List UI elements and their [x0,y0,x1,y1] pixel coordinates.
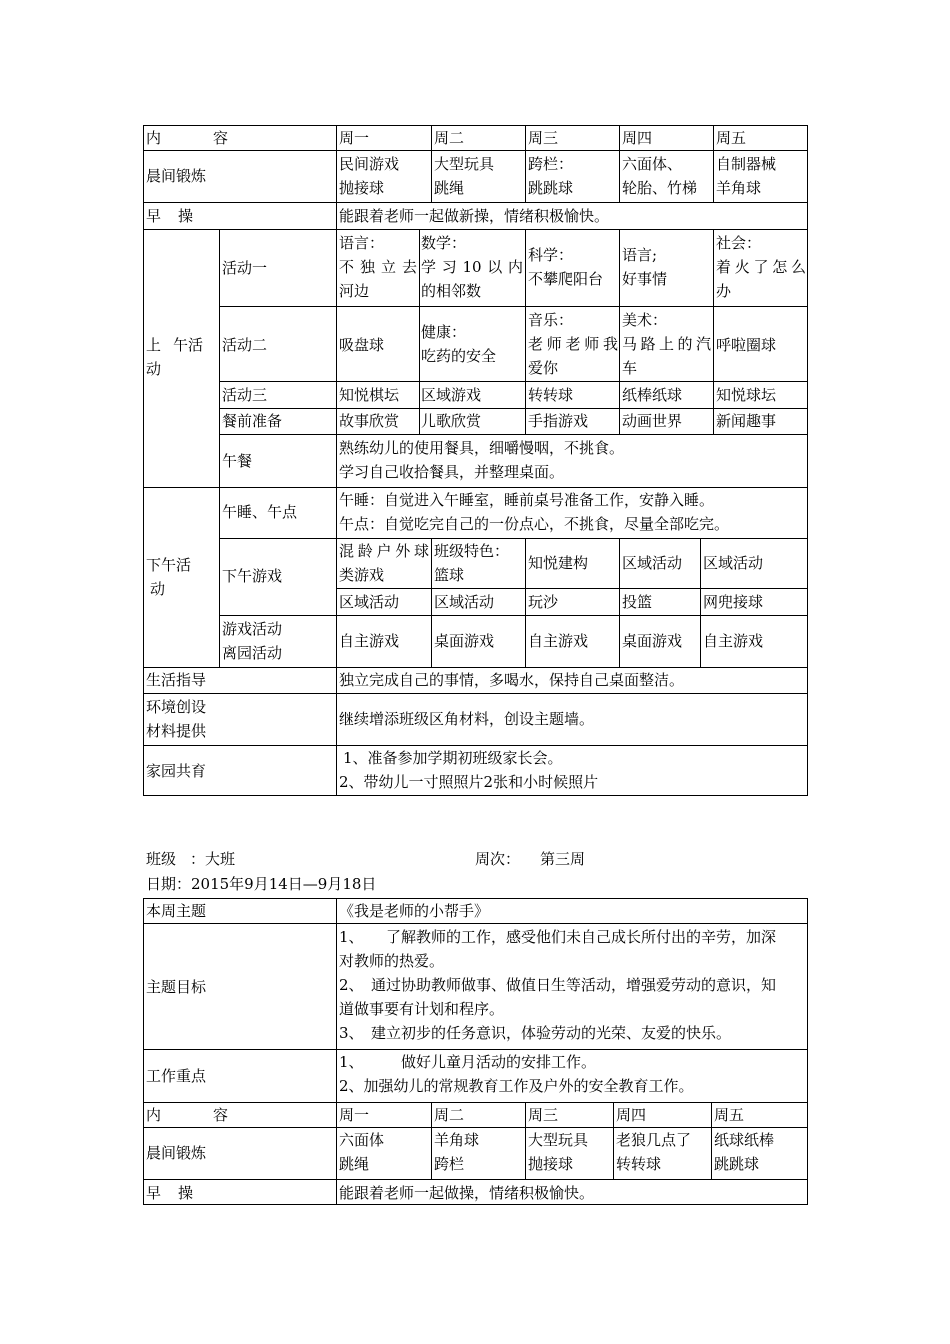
activity-2-thu: 美术： 马路上的汽 车 [622,311,711,377]
environment-text: 继续增添班级区角材料，创设主题墙。 [339,710,595,728]
life-guidance-text: 独立完成自己的事情，多喝水，保持自己桌面整洁。 [339,671,685,689]
afternoon-games-thu-1: 区域活动 [622,554,683,572]
t2-morning-exercise-tue: 羊角球 跨栏 [434,1131,480,1173]
t2-morning-exercise-fri: 纸球纸棒 跳跳球 [714,1131,775,1173]
t2-header-content-label-b: 容 [213,1106,229,1124]
activity-1-fri: 社会： 着火了怎么 办 [716,234,806,300]
home-school-text: 1、准备参加学期初班级家长会。 2、带幼儿一寸照照片2张和小时候照片 [339,749,599,791]
afternoon-games-wed-1: 知悦建构 [528,554,589,572]
theme-goals-label: 主题目标 [146,978,207,996]
header-content-label-a: 内 [146,129,162,147]
leave-activity-fri: 自主游戏 [703,632,764,650]
header-day-wed: 周三 [528,129,559,147]
activity-2-tue: 健康： 吃药的安全 [421,323,497,365]
activity-3-label: 活动三 [222,386,268,404]
afternoon-games-tue-2: 区域活动 [434,593,495,611]
t2-header-day-mon: 周一 [339,1106,370,1124]
morning-exercise-label: 晨间锻炼 [146,167,207,185]
t2-morning-exercise-wed: 大型玩具 抛接球 [528,1131,589,1173]
afternoon-games-mon-2: 区域活动 [339,593,400,611]
header-content-label-b: 容 [213,129,229,147]
header-day-thu: 周四 [622,129,653,147]
activity-1-thu: 语言; 好事情 [622,246,668,288]
work-focus-label: 工作重点 [146,1067,207,1085]
t2-morning-exercise-mon: 六面体 跳绳 [339,1131,385,1173]
t2-header-day-thu: 周四 [616,1106,647,1124]
lunch-label: 午餐 [222,452,253,470]
class-value: ：大班 [190,850,236,868]
afternoon-games-mon-1: 混龄户外球 类游戏 [339,542,429,584]
morning-exercise-wed: 跨栏： 跳跳球 [528,155,574,197]
activity-2-fri: 呼啦圈球 [716,336,777,354]
t2-morning-exercise-label: 晨间锻炼 [146,1144,207,1162]
morning-exercise-tue: 大型玩具 跳绳 [434,155,495,197]
t2-header-content-label-a: 内 [146,1106,162,1124]
morning-drill-label-a: 早 [146,207,162,225]
afternoon-games-wed-2: 玩沙 [528,593,559,611]
t2-morning-drill-label-b: 操 [178,1184,194,1202]
weekly-theme-label: 本周主题 [146,902,207,920]
activity-3-fri: 知悦球坛 [716,386,777,404]
am-activities-label-a: 上 [146,336,162,354]
t2-header-day-tue: 周二 [434,1106,465,1124]
activity-2-wed: 音乐： 老师老师我 爱你 [528,311,618,377]
afternoon-games-tue-1: 班级特色： 篮球 [434,542,510,584]
meal-prep-fri: 新闻趣事 [716,412,777,430]
activity-3-thu: 纸棒纸球 [622,386,683,404]
activity-1-label: 活动一 [222,259,268,277]
t2-header-day-fri: 周五 [714,1106,745,1124]
meal-prep-wed: 手指游戏 [528,412,589,430]
activity-3-wed: 转转球 [528,386,574,404]
week-value: 第三周 [540,850,586,868]
header-day-tue: 周二 [434,129,465,147]
weekly-theme-text: 《我是老师的小帮手》 [339,902,490,920]
activity-3-mon: 知悦棋坛 [339,386,400,404]
activity-3-tue: 区域游戏 [421,386,482,404]
afternoon-games-fri-2: 网兜接球 [703,593,764,611]
afternoon-games-thu-2: 投篮 [622,593,653,611]
t2-morning-drill-text: 能跟着老师一起做操，情绪积极愉快。 [339,1184,595,1202]
am-activities-label-c: 动 [146,360,162,378]
morning-exercise-thu: 六面体、 轮胎、竹梯 [622,155,698,197]
work-focus-text: 1、 做好儿童月活动的安排工作。 2、加强幼儿的常规教育工作及户外的安全教育工作。 [339,1053,694,1095]
header-day-fri: 周五 [716,129,747,147]
t2-header-day-wed: 周三 [528,1106,559,1124]
life-guidance-label: 生活指导 [146,671,207,689]
t2-morning-drill-label-a: 早 [146,1184,162,1202]
nap-label: 午睡、午点 [222,503,298,521]
leave-activity-wed: 自主游戏 [528,632,589,650]
meal-prep-mon: 故事欣赏 [339,412,400,430]
morning-exercise-fri: 自制器械 羊角球 [716,155,777,197]
morning-drill-text: 能跟着老师一起做新操，情绪积极愉快。 [339,207,610,225]
week-label: 周次： [475,850,521,868]
lunch-text: 熟练幼儿的使用餐具，细嚼慢咽，不挑食。 学习自己收拾餐具，并整理桌面。 [339,439,625,481]
morning-drill-label-b: 操 [178,207,194,225]
leave-activity-tue: 桌面游戏 [434,632,495,650]
pm-activities-label-b: 动 [150,580,166,598]
meal-prep-thu: 动画世界 [622,412,683,430]
nap-text: 午睡：自觉进入午睡室，睡前桌号准备工作，安静入睡。 午点：自觉吃完自己的一份点心，不挑食，尽量全部吃完。 [339,491,730,533]
am-activities-label-b: 午活 [173,336,204,354]
activity-1-tue: 数学： 学习10以内 的相邻数 [421,234,523,300]
leave-activity-label: 游戏活动 离园活动 [222,620,283,662]
activity-2-mon: 吸盘球 [339,336,385,354]
environment-label: 环境创设 材料提供 [146,698,207,740]
theme-goals-text: 1、 了解教师的工作，感受他们未自己成长所付出的辛劳，加深 对教师的热爱。 2、 通过协助教师做事、做值日生等活动，增强爱劳动的意识，知 道做事要有计划和程序。 3、 建立初步的任务意识，体验劳动的光荣、友爱的快乐。 [339,928,777,1042]
header-day-mon: 周一 [339,129,370,147]
t2-morning-exercise-thu: 老狼几点了 转转球 [616,1131,692,1173]
date-range: 日期：2015年9月14日—9月18日 [146,875,377,893]
activity-2-label: 活动二 [222,336,268,354]
class-label: 班级 [146,850,177,868]
pm-activities-label-a: 下午活 [146,556,192,574]
home-school-label: 家园共育 [146,762,207,780]
morning-exercise-mon: 民间游戏 抛接球 [339,155,400,197]
meal-prep-tue: 儿歌欣赏 [421,412,482,430]
leave-activity-thu: 桌面游戏 [622,632,683,650]
meal-prep-label: 餐前准备 [222,412,283,430]
activity-1-mon: 语言： 不独立去 河边 [339,234,417,300]
leave-activity-mon: 自主游戏 [339,632,400,650]
afternoon-games-fri-1: 区域活动 [703,554,764,572]
activity-1-wed: 科学： 不攀爬阳台 [528,246,604,288]
afternoon-games-label: 下午游戏 [222,567,283,585]
